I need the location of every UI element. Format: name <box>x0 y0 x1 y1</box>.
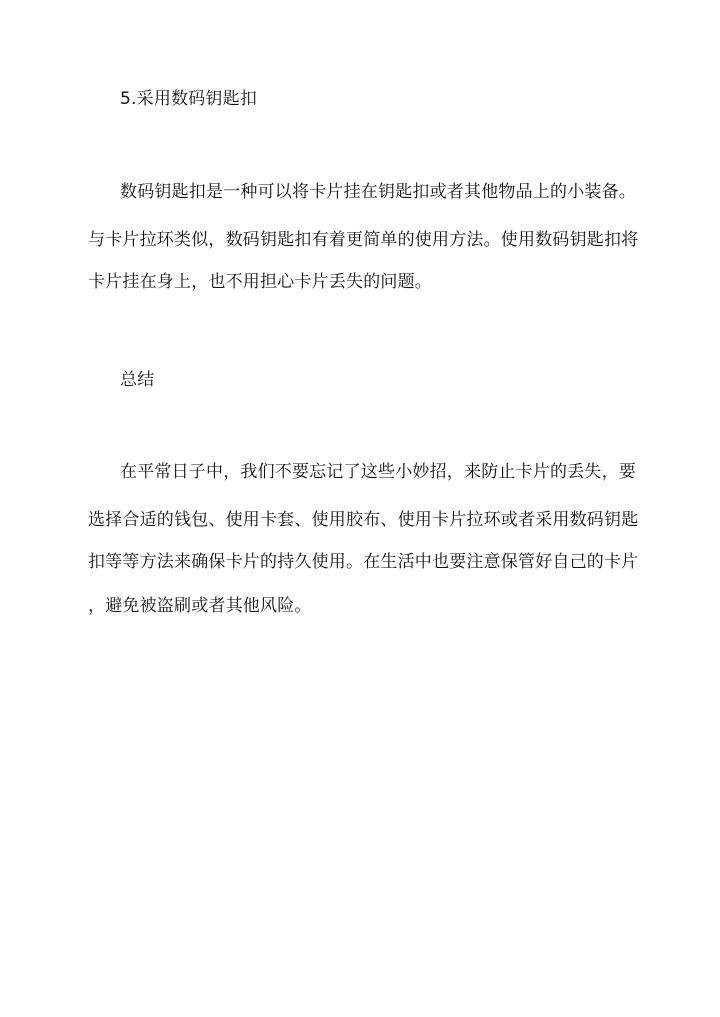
summary-heading: 总结 <box>120 370 155 390</box>
paragraph-line: 与卡片拉环类似，数码钥匙扣有着更简单的使用方法。使用数码钥匙扣将 <box>88 230 639 250</box>
paragraph-line: ，避免被盗刷或者其他风险。 <box>88 596 312 616</box>
paragraph-line: 卡片挂在身上，也不用担心卡片丢失的问题。 <box>88 272 432 292</box>
section-heading-digital-keychain: 5.采用数码钥匙扣 <box>120 89 258 109</box>
paragraph-line: 在平常日子中，我们不要忘记了这些小妙招，来防止卡片的丢失，要 <box>120 462 636 482</box>
paragraph-line: 扣等等方法来确保卡片的持久使用。在生活中也要注意保管好自己的卡片 <box>88 552 639 572</box>
paragraph-line: 数码钥匙扣是一种可以将卡片挂在钥匙扣或者其他物品上的小装备。 <box>120 182 636 202</box>
paragraph-line: 选择合适的钱包、使用卡套、使用胶布、使用卡片拉环或者采用数码钥匙 <box>88 510 639 530</box>
